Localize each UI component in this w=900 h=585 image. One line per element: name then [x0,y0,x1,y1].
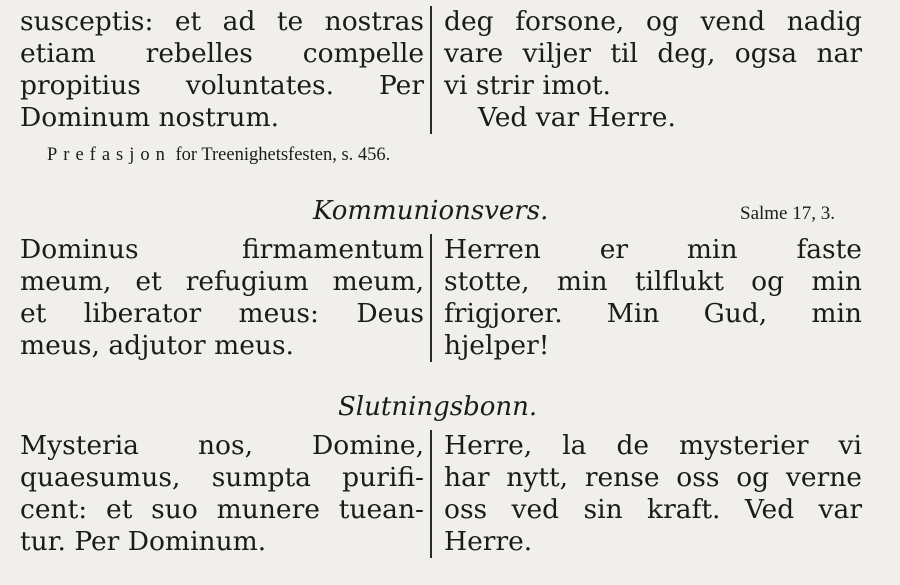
norwegian-line: oss ved sin kraft. Ved var [444,494,862,525]
latin-line: meum, et refugium meum, [20,266,424,297]
norwegian-line: vi strir imot. [444,70,611,101]
latin-line: Dominus firmamentum [20,234,424,265]
rubric-text: for Treenighetsfesten, s. 456. [175,145,391,165]
psalm-reference: Salme 17, 3. [740,203,835,224]
norwegian-line: hjelper! [444,330,550,361]
norwegian-line: Ved var Herre. [478,102,676,133]
norwegian-column [432,430,862,558]
communion-title: Kommunionsvers. [313,196,549,226]
postcommunion-title: Slutningsbonn. [338,392,538,422]
latin-line: Dominum nostrum. [20,102,280,133]
latin-line: meus, adjutor meus. [20,330,294,361]
latin-line: et liberator meus: Deus [20,298,424,329]
postcommunion-bilingual-block [20,430,870,558]
norwegian-line: Herren er min faste [444,234,862,265]
latin-line: propitius voluntates. Per [20,70,424,101]
latin-column [20,6,430,134]
rubric-label: Prefasjon [47,145,171,165]
top-bilingual-block [20,6,870,134]
norwegian-line: Herre, la de mysterier vi [444,430,862,461]
latin-line: tur. Per Dominum. [20,526,267,557]
latin-line: etiam rebelles compelle [20,38,424,69]
latin-column [20,234,430,362]
preface-rubric [47,145,390,166]
norwegian-column [432,6,862,134]
norwegian-line: stotte, min tilflukt og min [444,266,862,297]
latin-column [20,430,430,558]
latin-line: quaesumus, sumpta purifi- [20,462,424,493]
latin-line: Mysteria nos, Domine, [20,430,424,461]
norwegian-line: Herre. [444,526,533,557]
communion-bilingual-block [20,234,870,362]
latin-line: cent: et suo munere tuean- [20,494,424,525]
norwegian-line: vare viljer til deg, ogsa nar [444,38,862,69]
norwegian-line: deg forsone, og vend nadig [444,6,862,37]
latin-line: susceptis: et ad te nostras [20,6,424,37]
norwegian-line: frigjorer. Min Gud, min [444,298,862,329]
norwegian-line: har nytt, rense oss og verne [444,462,862,493]
norwegian-column [432,234,862,362]
